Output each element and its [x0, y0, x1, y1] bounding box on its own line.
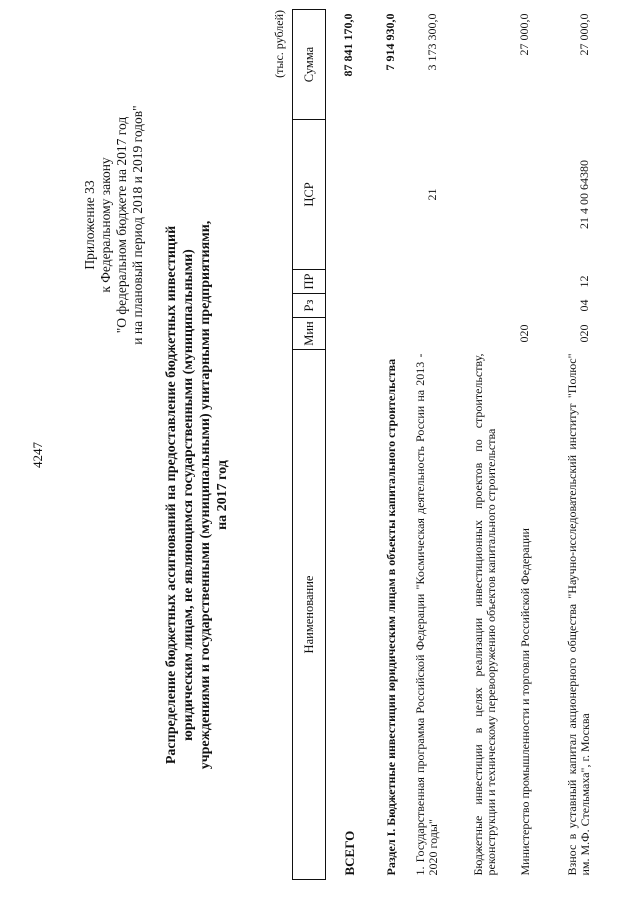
appendix-line: и на плановый период 2018 и 2019 годов"	[130, 105, 145, 345]
table-row-ministry	[502, 10, 536, 880]
row-sum	[444, 10, 502, 120]
row-name: Бюджетные инвестиции в целях реализации инвестиционных проектов по строительству, реконструкции и техническому перевооружению объектов капитального строительства	[471, 353, 498, 876]
column-header-sum: Сумма	[293, 10, 326, 120]
row-sum: 27 000,0	[517, 13, 531, 56]
units-label: (тыс. рублей)	[272, 10, 286, 78]
table-row-investments	[444, 10, 502, 880]
row-pr	[326, 270, 361, 294]
column-header-min: Мин	[293, 318, 326, 350]
column-header-name: Наименование	[293, 350, 326, 880]
row-sum: 27 000,0	[577, 13, 591, 56]
row-csr	[502, 120, 536, 270]
row-csr: 21	[425, 188, 439, 201]
column-header-pr: ПР	[293, 270, 326, 294]
row-min	[326, 318, 361, 350]
table-row-total	[326, 10, 361, 880]
row-name: Взнос в уставный капитал акционерного общества "Научно-исследовательский институт "Полюс" им. М.Ф. Стельмаха", г. Москва	[565, 353, 592, 876]
row-sum: 87 841 170,0	[341, 13, 355, 77]
row-rz	[502, 294, 536, 318]
row-rz	[444, 294, 502, 318]
row-csr	[360, 120, 402, 270]
row-min	[360, 318, 402, 350]
row-rz	[360, 294, 402, 318]
appendix-header	[82, 10, 146, 440]
column-header-rz: Рз	[293, 294, 326, 318]
row-rz	[326, 294, 361, 318]
column-header-csr: ЦСР	[293, 120, 326, 270]
rotated-page	[30, 10, 590, 880]
row-name: Раздел I. Бюджетные инвестиции юридическим лицам в объекты капитального строительства	[384, 358, 398, 876]
row-pr	[444, 270, 502, 294]
row-min: 020	[577, 324, 591, 343]
row-sum: 3 173 300,0	[425, 13, 439, 71]
row-csr	[326, 120, 361, 270]
table-row-contribution	[536, 10, 596, 880]
appendix-line: "О федеральном бюджете на 2017 год	[114, 116, 129, 334]
appendix-line: к Федеральному закону	[98, 157, 113, 293]
row-rz	[402, 294, 444, 318]
row-min: 020	[517, 324, 531, 343]
page-number: 4247	[30, 442, 45, 468]
appendix-line: Приложение 33	[82, 180, 97, 270]
row-csr	[444, 120, 502, 270]
row-pr	[502, 270, 536, 294]
table-row-program	[402, 10, 444, 880]
row-name: Министерство промышленности и торговли Российской Федерации	[518, 528, 532, 876]
table-header-row	[293, 10, 326, 880]
allocation-table	[292, 9, 596, 880]
row-csr: 21 4 00 64380	[577, 160, 591, 229]
row-rz: 04	[577, 299, 591, 312]
row-min	[444, 318, 502, 350]
table-row-section	[360, 10, 402, 880]
row-pr	[360, 270, 402, 294]
row-name: 1. Государственная программа Российской Федерации "Космическая деятельность России на 2013 - 2020 годы"	[413, 353, 440, 876]
row-sum: 7 914 930,0	[383, 13, 397, 71]
row-name: ВСЕГО	[342, 830, 357, 876]
document-title: Распределение бюджетных ассигнований на предоставление бюджетных инвестиций юридическим лицам, не являющимся государственными (муниципальными) учреждениями и государственными (муниципальными) унитарными предприятиями, на 2017 год	[164, 220, 230, 770]
row-pr	[402, 270, 444, 294]
row-min	[402, 318, 444, 350]
row-pr: 12	[577, 275, 591, 288]
